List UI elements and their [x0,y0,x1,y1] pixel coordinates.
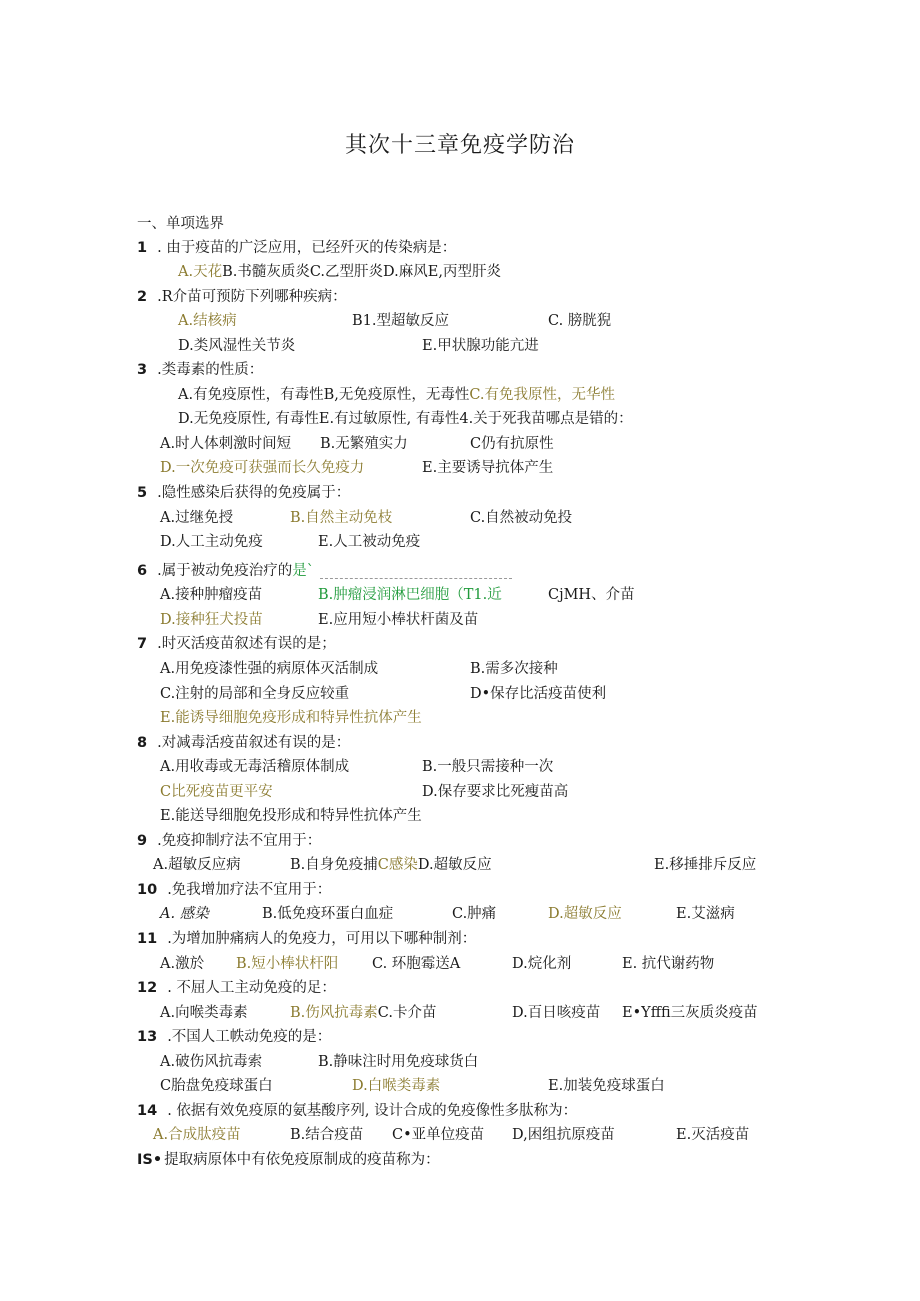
question-text: .隐性感染后获得的免疫属于： [157,485,351,501]
option-a: A.激於 [160,956,205,972]
question-4-option-d-answer: D.一次免疫可获强而长久免疫力 [160,460,365,476]
question-text: .时灭活疫苗叙述有误的是； [157,636,336,652]
option-b: B.静味注时用免疫球货白 [318,1054,479,1070]
options-ab: A.有免疫原性，有毒性B,无免疫原性，无毒性 [178,387,470,403]
option-c: C.肿痛 [452,906,497,922]
question-4-option-a: A.时人体刺激时间短 [160,436,292,452]
option-e: E.灭活疫苗 [676,1127,750,1143]
question-text: .不国人工帙动免疫的是： [167,1029,332,1045]
question-number: IS• [137,1152,163,1168]
question-text: .属于被动免疫治疗的 [157,563,293,579]
question-11 [137,929,476,949]
option-c: C. 环胞霉送A [372,956,461,972]
question-number: 12 [137,980,158,996]
option-a: A.用收毒或无毒活稽原体制成 [160,759,350,775]
question-number: 5 [137,485,148,501]
question-7 [137,634,336,654]
question-10 [137,880,331,900]
option-b: B1.型超敏反应 [352,313,449,329]
option-d: D.超敏反应 [417,857,492,873]
question-number: 9 [137,833,148,849]
question-text-tail: 是` [292,563,314,579]
option-c: C.注射的局部和全身反应较重 [160,686,350,702]
option-b: B.低免疫环蛋白血症 [262,906,394,922]
option-a: A.超敏反应病 [153,857,241,873]
option-b: B.一般只需接种一次 [422,759,554,775]
question-text: .R介苗可预防下列哪种疾病： [157,289,347,305]
question-14 [137,1101,577,1121]
option-d-answer: D.白喉类毒素 [352,1078,441,1094]
option-e: E.加装免疫球蛋白 [548,1078,665,1094]
option-c-answer: C感染 [377,857,418,873]
option-b: B.需多次接种 [470,661,558,677]
question-4-option-e: E.主要诱导抗体产生 [422,460,554,476]
option-e: E.甲状腺功能亢进 [422,338,539,354]
option-d-answer: D.超敏反应 [548,906,622,922]
question-8 [137,733,350,753]
question-9-options-bcd [290,855,492,875]
question-text: .类毒素的性质： [157,362,264,378]
option-e-answer: E.能诱导细胞免疫形成和特异性抗体产生 [160,710,422,726]
question-15 [137,1150,440,1170]
option-c: C•亚单位疫苗 [392,1127,485,1143]
option-d: D.保存要求比死瘦苗高 [422,784,569,800]
question-12 [137,978,336,998]
option-c: C胎盘免疫球蛋白 [160,1078,273,1094]
option-d: D.类风湿性关节炎 [178,338,296,354]
option-b: B.自身免疫捕 [290,857,378,873]
question-5 [137,483,350,503]
option-e: E.人工被动免疫 [318,534,421,550]
option-e: E•Yfffi三灰质炎疫苗 [622,1005,758,1021]
option-d: D•保存比活疫苗使利 [470,686,607,702]
question-4-option-c: C仍有抗原性 [470,436,554,452]
question-number: 6 [137,563,148,579]
question-number: 1 [137,240,148,256]
option-a-answer: A.合成肽疫苗 [153,1127,241,1143]
option-e: E.应用短小棒状杆菌及苗 [318,612,479,628]
question-3 [137,360,263,380]
option-d: D.百日咳疫苗 [512,1005,601,1021]
question-6 [137,561,314,581]
option-b-answer: B.自然主动免枝 [290,510,393,526]
option-b-highlight: B.肿瘤浸润淋巴细胞（T1.近 [318,587,502,603]
question-number: 8 [137,735,148,751]
question-text: . 由于疫苗的广泛应用，已经歼灭的传染病是： [157,240,457,256]
question-text: . 依据有效免疫原的氨基酸序列, 设计合成的免疫像性多肽称为： [167,1103,578,1119]
question-text: .免我增加疗法不宜用于： [167,882,332,898]
option-a: A.过继免授 [160,510,234,526]
question-number: 14 [137,1103,158,1119]
option-a: A.用免疫漆性强的病原体灭活制成 [160,661,379,677]
option-d: D.人工主动免疫 [160,534,263,550]
option-b-answer: B.短小棒状杆阳 [236,956,339,972]
page-title: 其次十三章免疫学防治 [344,133,575,158]
section-heading: 一、单项选界 [137,216,224,232]
option-c-answer: C.有免我原性，无华性 [469,387,616,403]
option-c: C.卡介苗 [377,1005,437,1021]
question-2 [137,287,347,307]
option-a: A.破伤风抗毒索 [160,1054,263,1070]
question-text: . 不屈人工主动免疫的足： [167,980,336,996]
question-1 [137,238,456,258]
question-3-options-ab [178,385,615,405]
question-12-options-bc [290,1003,436,1023]
option-a-answer: A.天花 [178,264,223,280]
options-rest: B.书髓灰质炎C.乙型肝炎D.麻风E,丙型肝炎 [222,264,501,280]
option-b-answer: B.伤风抗毒素 [290,1005,378,1021]
question-number: 3 [137,362,148,378]
question-number: 11 [137,931,158,947]
question-text: .为增加肿痛病人的免疫力，可用以下哪种制剂： [167,931,477,947]
option-c: CjMH、介苗 [548,587,635,603]
question-number: 10 [137,882,158,898]
option-a: A.接种肿瘤疫苗 [160,587,263,603]
question-text: .免疫抑制疗法不宜用于： [157,833,322,849]
option-e: E.艾滋病 [676,906,735,922]
option-e: E. 抗代谢药物 [622,956,715,972]
option-a: A.向喉类毒素 [160,1005,248,1021]
question-1-options [178,262,501,282]
question-text: .对减毒活疫苗叙述有误的是： [157,735,351,751]
option-c-answer: C比死疫苗更平安 [160,784,273,800]
option-c: C.自然被动免投 [470,510,573,526]
option-e: E.移捶排斥反应 [654,857,757,873]
option-a: A.结核病 [178,313,237,329]
question-4-option-b: B.无繁殖实力 [320,436,408,452]
blank-line [320,578,512,579]
option-d: D,困组抗原疫苗 [512,1127,615,1143]
question-number: 13 [137,1029,158,1045]
question-number: 7 [137,636,148,652]
option-d: D.烷化剂 [512,956,572,972]
question-number: 2 [137,289,148,305]
question-13 [137,1027,331,1047]
option-d-answer: D.接种狂犬投苗 [160,612,263,628]
question-9 [137,831,321,851]
question-text: 提取病原体中有依免疫原制成的疫苗称为： [164,1152,440,1168]
option-e: E.能送导细胞免投形成和特异性抗体产生 [160,808,422,824]
option-b: B.结合疫苗 [290,1127,364,1143]
option-a: A. 感染 [160,906,209,922]
question-3-options-de: D.无免疫原性, 有毒性E.有过敏原性, 有毒性4.关于死我苗哪点是错的： [178,411,633,427]
option-c: C. 膀胱猊 [548,313,612,329]
